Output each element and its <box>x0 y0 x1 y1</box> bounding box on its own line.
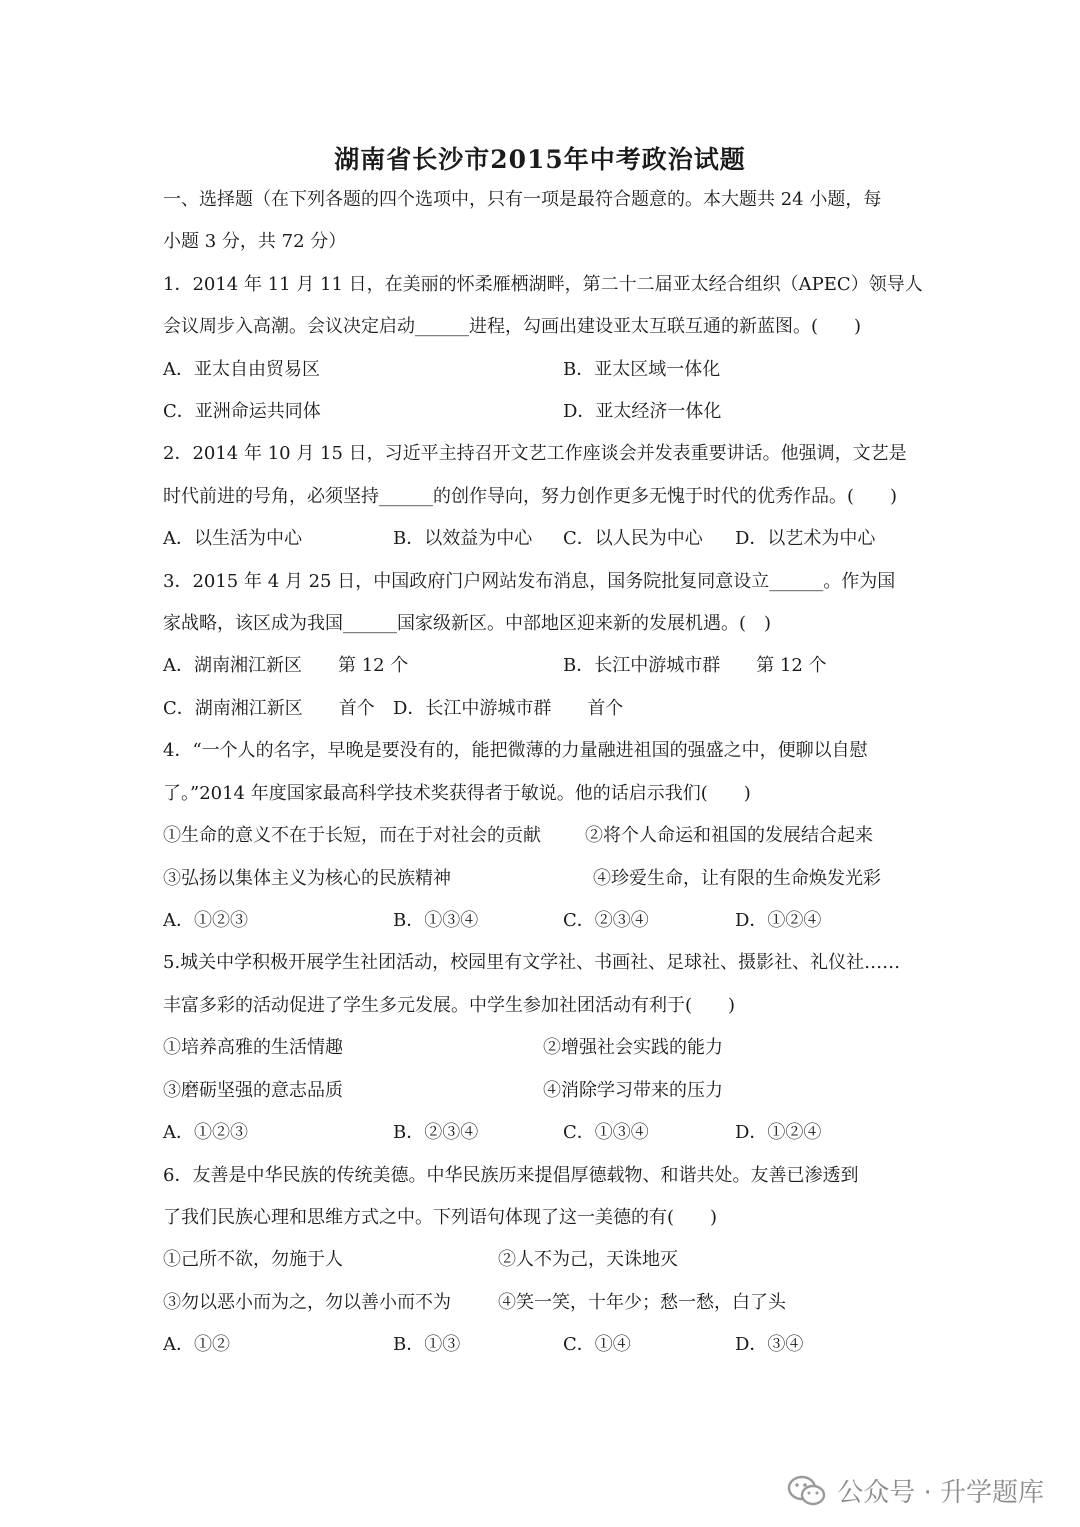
question-4-statement-4: ④珍爱生命，让有限的生命焕发光彩 <box>593 868 881 889</box>
question-5-option-c: C．①③④ <box>563 1122 649 1143</box>
question-4-statement-3: ③弘扬以集体主义为核心的民族精神 <box>163 868 451 889</box>
question-3-text-line-2: 家战略，该区成为我国______国家级新区。中部地区迎来新的发展机遇。( ) <box>163 613 772 634</box>
question-5-text-line-1: 5.城关中学积极开展学生社团活动，校园里有文学社、书画社、足球社、摄影社、礼仪社…… <box>163 952 901 973</box>
page-title: 湖南省长沙市2015年中考政治试题 <box>334 145 746 174</box>
question-3-text-line-1: 3．2015 年 4 月 25 日，中国政府门户网站发布消息，国务院批复同意设立______。作为国 <box>163 571 896 592</box>
question-4-text-line-2: 了。”2014 年度国家最高科学技术奖获得者于敏说。他的话启示我们( ) <box>163 783 751 804</box>
question-5-option-d: D．①②④ <box>735 1122 822 1143</box>
question-6-statement-3: ③勿以恶小而为之，勿以善小而不为 <box>163 1292 451 1313</box>
question-4-option-a: A．①②③ <box>163 910 248 931</box>
question-2-option-d: D．以艺术为中心 <box>735 528 876 549</box>
question-6-statement-4: ④笑一笑，十年少；愁一愁，白了头 <box>498 1292 786 1313</box>
question-1-option-b: B．亚太区域一体化 <box>563 359 721 380</box>
question-6-text-line-2: 了我们民族心理和思维方式之中。下列语句体现了这一美德的有( ) <box>163 1207 718 1228</box>
question-3-option-a: A．湖南湘江新区 第 12 个 <box>163 655 409 676</box>
question-4-option-c: C．②③④ <box>563 910 649 931</box>
question-1-option-d: D．亚太经济一体化 <box>563 401 722 422</box>
question-6-statement-1: ①己所不欲，勿施于人 <box>163 1249 343 1270</box>
question-5-statement-1: ①培养高雅的生活情趣 <box>163 1037 343 1058</box>
question-3-option-d: D．长江中游城市群 首个 <box>393 698 624 719</box>
question-1-option-c: C．亚洲命运共同体 <box>163 401 321 422</box>
question-2-option-c: C．以人民为中心 <box>563 528 703 549</box>
section-instructions-line-2: 小题 3 分，共 72 分） <box>163 231 347 252</box>
question-4-text-line-1: 4．“一个人的名字，早晚是要没有的，能把微薄的力量融进祖国的强盛之中，便聊以自慰 <box>163 740 868 761</box>
watermark-text: 公众号 · 升学题库 <box>837 1478 1044 1508</box>
question-6-option-a: A．①② <box>163 1334 230 1355</box>
question-5-statement-4: ④消除学习带来的压力 <box>543 1080 723 1101</box>
question-6-option-b: B．①③ <box>393 1334 461 1355</box>
question-1-text-line-2: 会议周步入高潮。会议决定启动______进程，勾画出建设亚太互联互通的新蓝图。( ) <box>163 316 862 337</box>
question-2-option-a: A．以生活为中心 <box>163 528 302 549</box>
question-6-statement-2: ②人不为己，天诛地灭 <box>498 1249 678 1270</box>
question-4-statement-2: ②将个人命运和祖国的发展结合起来 <box>585 825 873 846</box>
question-2-text-line-2: 时代前进的号角，必须坚持______的创作导向，努力创作更多无愧于时代的优秀作品。( ) <box>163 486 898 507</box>
watermark <box>787 1472 1044 1509</box>
question-5-option-a: A．①②③ <box>163 1122 248 1143</box>
question-4-option-b: B．①③④ <box>393 910 479 931</box>
section-instructions-line-1: 一、选择题（在下列各题的四个选项中，只有一项是最符合题意的。本大题共 24 小题，每 <box>163 189 882 210</box>
question-2-text-line-1: 2．2014 年 10 月 15 日，习近平主持召开文艺工作座谈会并发表重要讲话。他强调，文艺是 <box>163 443 907 464</box>
question-1-option-a: A．亚太自由贸易区 <box>163 359 320 380</box>
question-4-option-d: D．①②④ <box>735 910 822 931</box>
question-5-text-line-2: 丰富多彩的活动促进了学生多元发展。中学生参加社团活动有利于( ) <box>163 995 736 1016</box>
question-5-statement-3: ③磨砺坚强的意志品质 <box>163 1080 343 1101</box>
question-5-statement-2: ②增强社会实践的能力 <box>543 1037 723 1058</box>
question-3-option-b: B．长江中游城市群 第 12 个 <box>563 655 827 676</box>
question-1-text-line-1: 1．2014 年 11 月 11 日，在美丽的怀柔雁栖湖畔，第二十二届亚太经合组织（APEC）领导人 <box>163 274 923 295</box>
question-6-option-c: C．①④ <box>563 1334 631 1355</box>
wechat-icon <box>787 1474 827 1508</box>
question-6-text-line-1: 6．友善是中华民族的传统美德。中华民族历来提倡厚德载物、和谐共处。友善已渗透到 <box>163 1165 859 1186</box>
question-2-option-b: B．以效益为中心 <box>393 528 533 549</box>
question-5-option-b: B．②③④ <box>393 1122 479 1143</box>
question-6-option-d: D．③④ <box>735 1334 804 1355</box>
question-3-option-c: C．湖南湘江新区 首个 <box>163 698 375 719</box>
question-4-statement-1: ①生命的意义不在于长短，而在于对社会的贡献 <box>163 825 541 846</box>
